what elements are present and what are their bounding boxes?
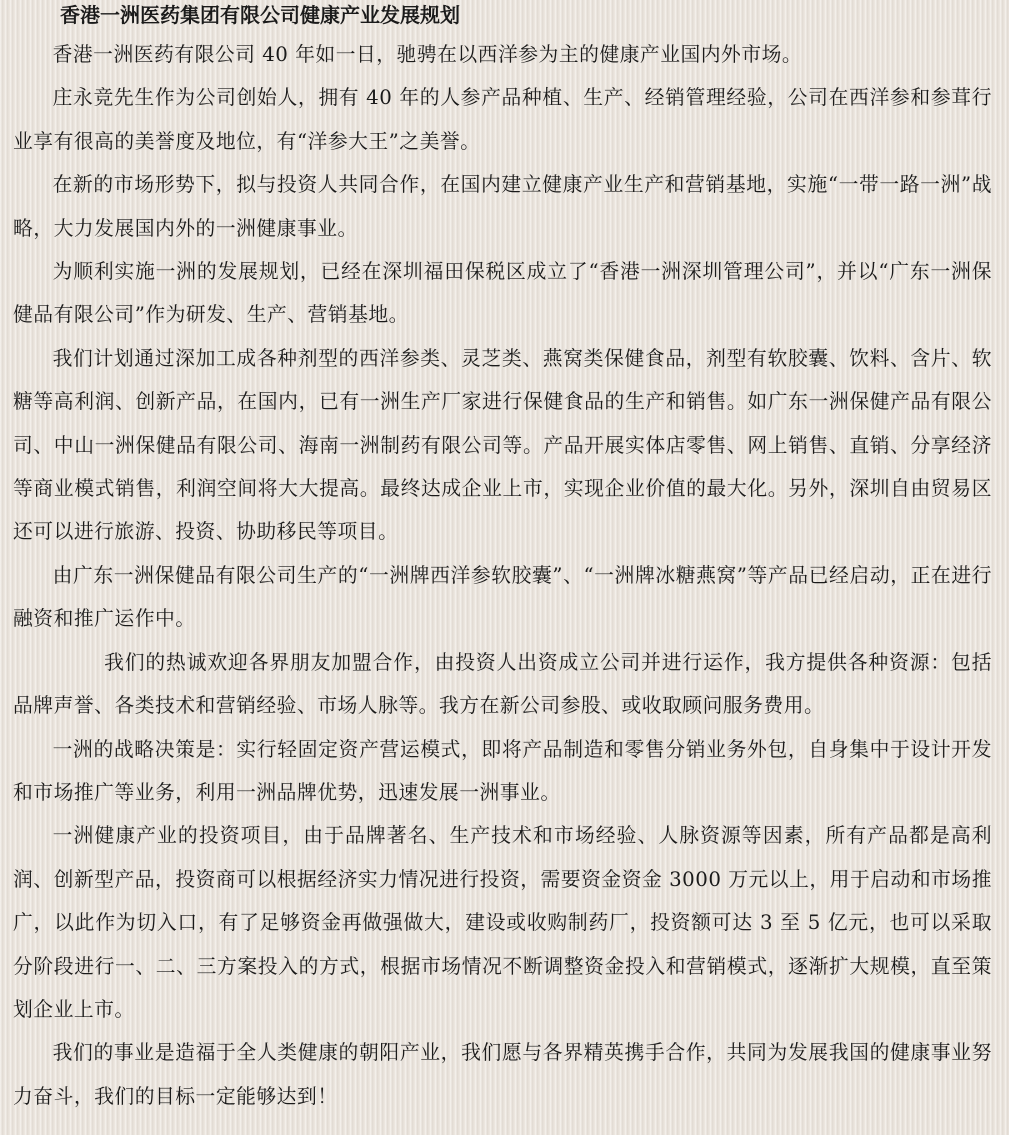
paragraph-closing: 我们的事业是造福于全人类健康的朝阳产业，我们愿与各界精英携手合作，共同为发展我国的健康事业努力奋斗，我们的目标一定能够达到！ [13, 1041, 992, 1108]
paragraph-products-plan: 我们计划通过深加工成各种剂型的西洋参类、灵芝类、燕窝类保健食品，剂型有软胶囊、饮料、含片、软糖等高利润、创新产品，在国内，已有一洲生产厂家进行保健食品的生产和销售。如广东一洲保健产品有限公司、中山一洲保健品有限公司、海南一洲制药有限公司等。产品开展实体店零售、网上销售、直销、分享经济等商业模式销售，利润空间将大大提高。最终达成企业上市，实现企业价值的最大化。另外，深圳自由贸易区还可以进行旅游、投资、协助移民等项目。 [13, 346, 992, 544]
paragraph-company-intro: 香港一洲医药有限公司 40 年如一日，驰骋在以西洋参为主的健康产业国内外市场。 [52, 43, 803, 66]
document-title: 香港一洲医药集团有限公司健康产业发展规划 [60, 3, 460, 27]
paragraph-product-launch: 由广东一洲保健品有限公司生产的“一洲牌西洋参软胶囊”、“一洲牌冰糖燕窝”等产品已经启动，正在进行融资和推广运作中。 [13, 563, 992, 631]
paragraph-shenzhen-base: 为顺利实施一洲的发展规划，已经在深圳福田保税区成立了“香港一洲深圳管理公司”，并以“广东一洲保健品有限公司”作为研发、生产、营销基地。 [13, 260, 992, 327]
paragraph-decision: 一洲的战略决策是：实行轻固定资产营运模式，即将产品制造和零售分销业务外包，自身集中于设计开发和市场推广等业务，利用一洲品牌优势，迅速发展一洲事业。 [13, 737, 992, 804]
paragraph-strategy: 在新的市场形势下，拟与投资人共同合作，在国内建立健康产业生产和营销基地，实施“一带一路一洲”战略，大力发展国内外的一洲健康事业。 [13, 173, 992, 240]
paragraph-investment: 一洲健康产业的投资项目，由于品牌著名、生产技术和市场经验、人脉资源等因素，所有产品都是高利润、创新型产品，投资商可以根据经济实力情况进行投资，需要资金资金 3000 万元以上，用于启动和市场推广，以此作为切入口，有了足够资金再做强做大，建设或收购制药厂，投资额可达 3 至 5 亿元，也可以采取分阶段进行一、二、三方案投入的方式，根据市场情况不断调整资金投入和营销模式，逐渐扩大规模，直至策划企业上市。 [13, 824, 992, 1021]
paragraph-partnership: 我们的热诚欢迎各界朋友加盟合作，由投资人出资成立公司并进行运作，我方提供各种资源：包括品牌声誉、各类技术和营销经验、市场人脉等。我方在新公司参股、或收取顾问服务费用。 [13, 650, 992, 718]
paragraph-founder: 庄永竞先生作为公司创始人，拥有 40 年的人参产品种植、生产、经销管理经验，公司在西洋参和参茸行业享有很高的美誉度及地位，有“洋参大王”之美誉。 [13, 86, 992, 153]
